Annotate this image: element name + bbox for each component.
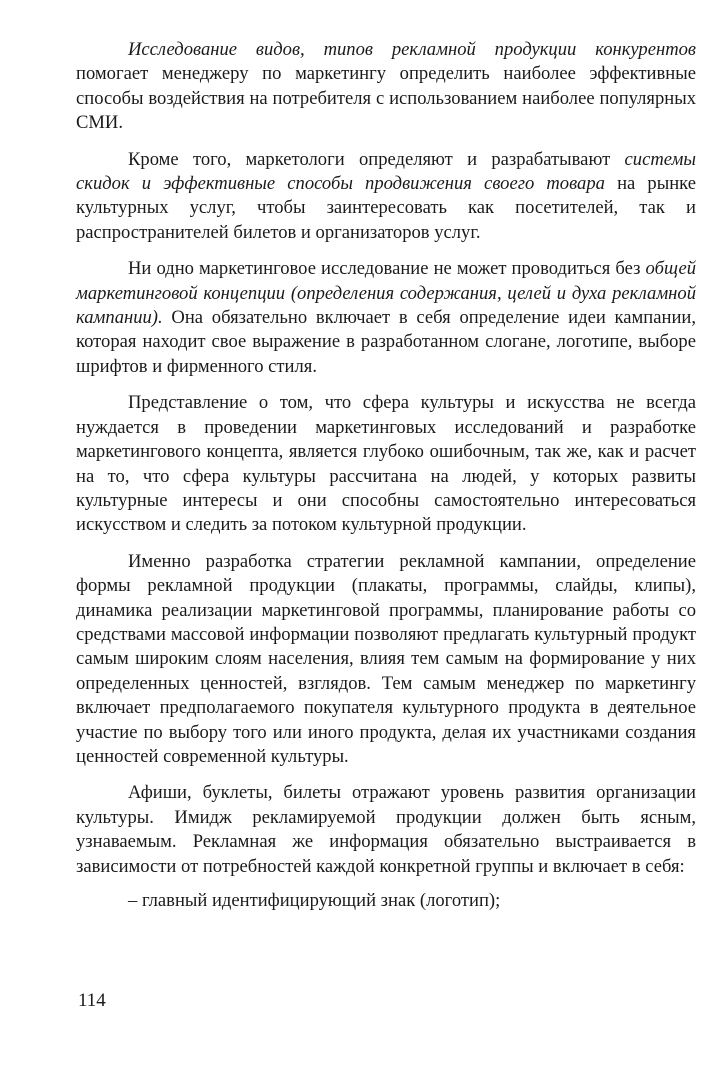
page-body [76,38,696,913]
page-number: 114 [78,990,106,1011]
paragraph [76,38,696,136]
bullet-list [76,889,696,913]
text-body [76,38,696,879]
list-item: – главный идентифицирующий знак (логотип); [128,890,501,911]
paragraph [76,391,696,537]
paragraph [76,781,696,879]
paragraph [76,550,696,770]
paragraph [76,148,696,246]
paragraph [76,257,696,379]
text-run: Представление о том, что сфера культуры и искусства не всегда нуждается в проведении маркетинговых исследований и разработке маркетингового концепта, является глубоко ошибочным, так же, как и расчет на то, что сфера культуры рассчитана на людей, у которых развиты культурные интересы и они способны самостоятельно интересоваться искусством и следить за потоком культурной продукции. [76,392,696,536]
text-run: помогает менеджеру по маркетингу определить наиболее эффективные способы воздействия на потребителя с использованием наиболее популярных СМИ. [76,63,696,134]
text-run: Ни одно маркетинговое исследование не может проводиться без [128,258,646,280]
italic-text: Исследование видов, типов рекламной продукции конкурентов [128,39,696,60]
text-run: Афиши, буклеты, билеты отражают уровень развития организации культуры. Имидж рекламируемой продукции должен быть ясным, узнаваемым. Рекламная же информация обязательно выстраивается в зависимости от потребностей каждой конкретной группы и включает в себя: [76,782,696,877]
italic-text: системы скидок и эффективные способы продвижения своего товара [76,148,696,195]
italic-text: общей маркетинговой концепции (определения содержания, целей и духа рекламной кампании). [76,258,696,329]
text-run: Кроме того, маркетологи определяют и разрабатывают [128,148,625,170]
text-run: Именно разработка стратегии рекламной кампании, определение формы рекламной продукции (плакаты, программы, слайды, клипы), динамика реализации маркетинговой программы, планирование работы со средствами массовой информации позволяют предлагать культурный продукт самым широким слоям населения, влияя тем самым на формирование у них определенных ценностей, взглядов. Тем самым менеджер по маркетингу включает предполагаемого покупателя культурного продукта в деятельное участие по выбору того или иного продукта, делая их участниками создания ценностей современной культуры. [76,550,696,767]
text-run: Она обязательно включает в себя определение идеи кампании, которая находит свое выражение в разработанном слогане, логотипе, выборе шрифтов и фирменного стиля. [76,307,696,377]
text-run: на рынке культурных услуг, чтобы заинтересовать как посетителей, так и распространителей билетов и организаторов услуг. [76,173,696,243]
